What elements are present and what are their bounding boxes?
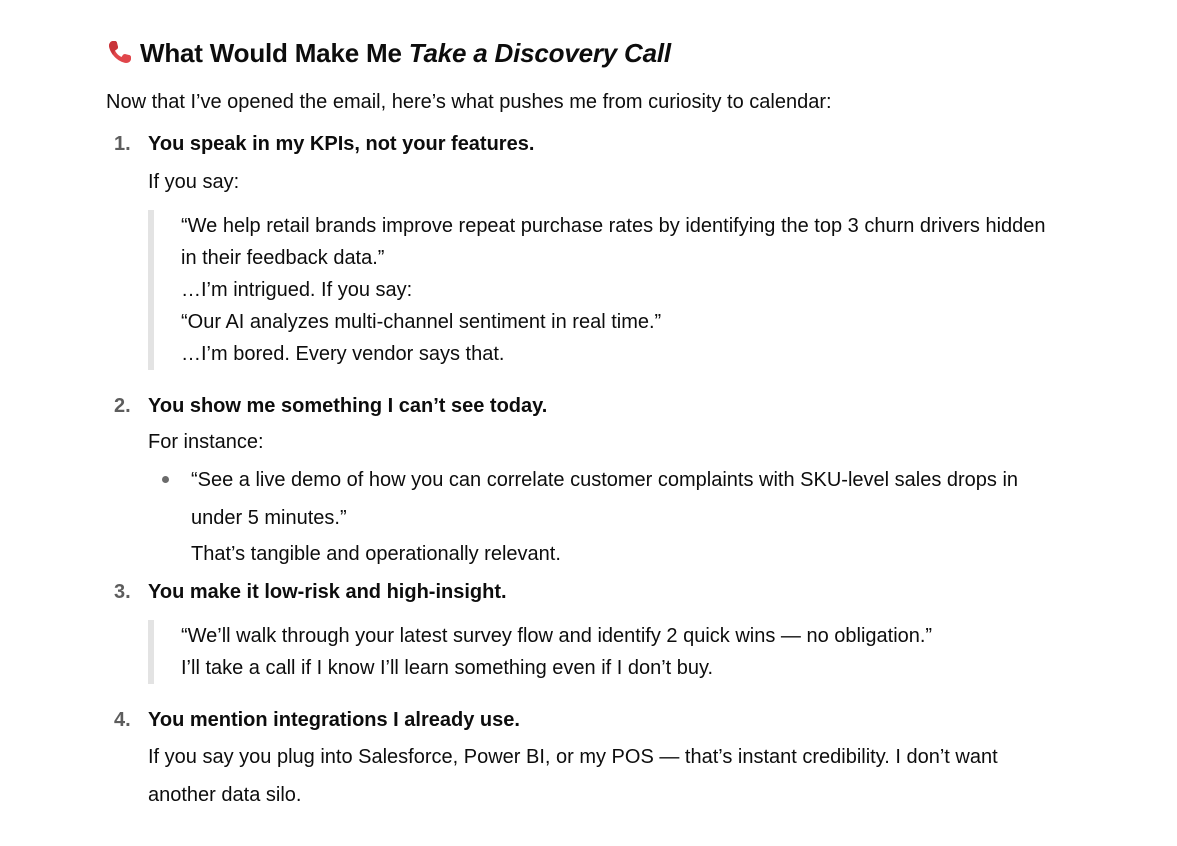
list-item-body-4 [148,738,998,814]
intro-paragraph: Now that I’ve opened the email, here’s what pushes me from curiosity to calendar: [106,91,832,113]
quote-line: …I’m bored. Every vendor says that. [181,343,505,365]
body-line: another data silo. [148,784,302,806]
quote-line: …I’m intrigued. If you say: [181,279,413,301]
telephone-receiver-icon [106,38,134,66]
quote-line: in their feedback data.” [181,247,385,269]
bullet-list-item [191,461,1018,571]
list-number-1: 1. [114,133,131,155]
list-number-4: 4. [114,709,131,731]
quote-line: “Our AI analyzes multi-channel sentiment in real time.” [181,311,662,333]
bullet-icon [162,476,169,483]
heading-text: What Would Make Me [140,38,409,68]
quote-line: “We help retail brands improve repeat purchase rates by identifying the top 3 churn drivers hidden [181,215,1046,237]
blockquote-3 [148,620,932,684]
heading-emphasis: Take a Discovery Call [408,38,671,68]
bullet-line: “See a live demo of how you can correlate customer complaints with SKU-level sales drops in [191,469,1019,491]
section-heading [106,36,671,70]
bullet-line: That’s tangible and operationally relevant. [191,543,561,565]
list-number-2: 2. [114,395,131,417]
list-item-title-3: You make it low-risk and high-insight. [148,581,507,603]
list-number-3: 3. [114,581,131,603]
quote-line: I’ll take a call if I know I’ll learn something even if I don’t buy. [181,657,714,679]
list-item-title-4: You mention integrations I already use. [148,709,520,731]
list-item-lead-2: For instance: [148,431,264,453]
bullet-line: under 5 minutes.” [191,507,347,529]
quote-line: “We’ll walk through your latest survey flow and identify 2 quick wins — no obligation.” [181,625,933,647]
list-item-title-2: You show me something I can’t see today. [148,395,548,417]
blockquote-1 [148,210,1046,370]
body-line: If you say you plug into Salesforce, Power BI, or my POS — that’s instant credibility. I don’t want [148,746,998,768]
list-item-lead-1: If you say: [148,171,240,193]
list-item-title-1: You speak in my KPIs, not your features. [148,133,535,155]
